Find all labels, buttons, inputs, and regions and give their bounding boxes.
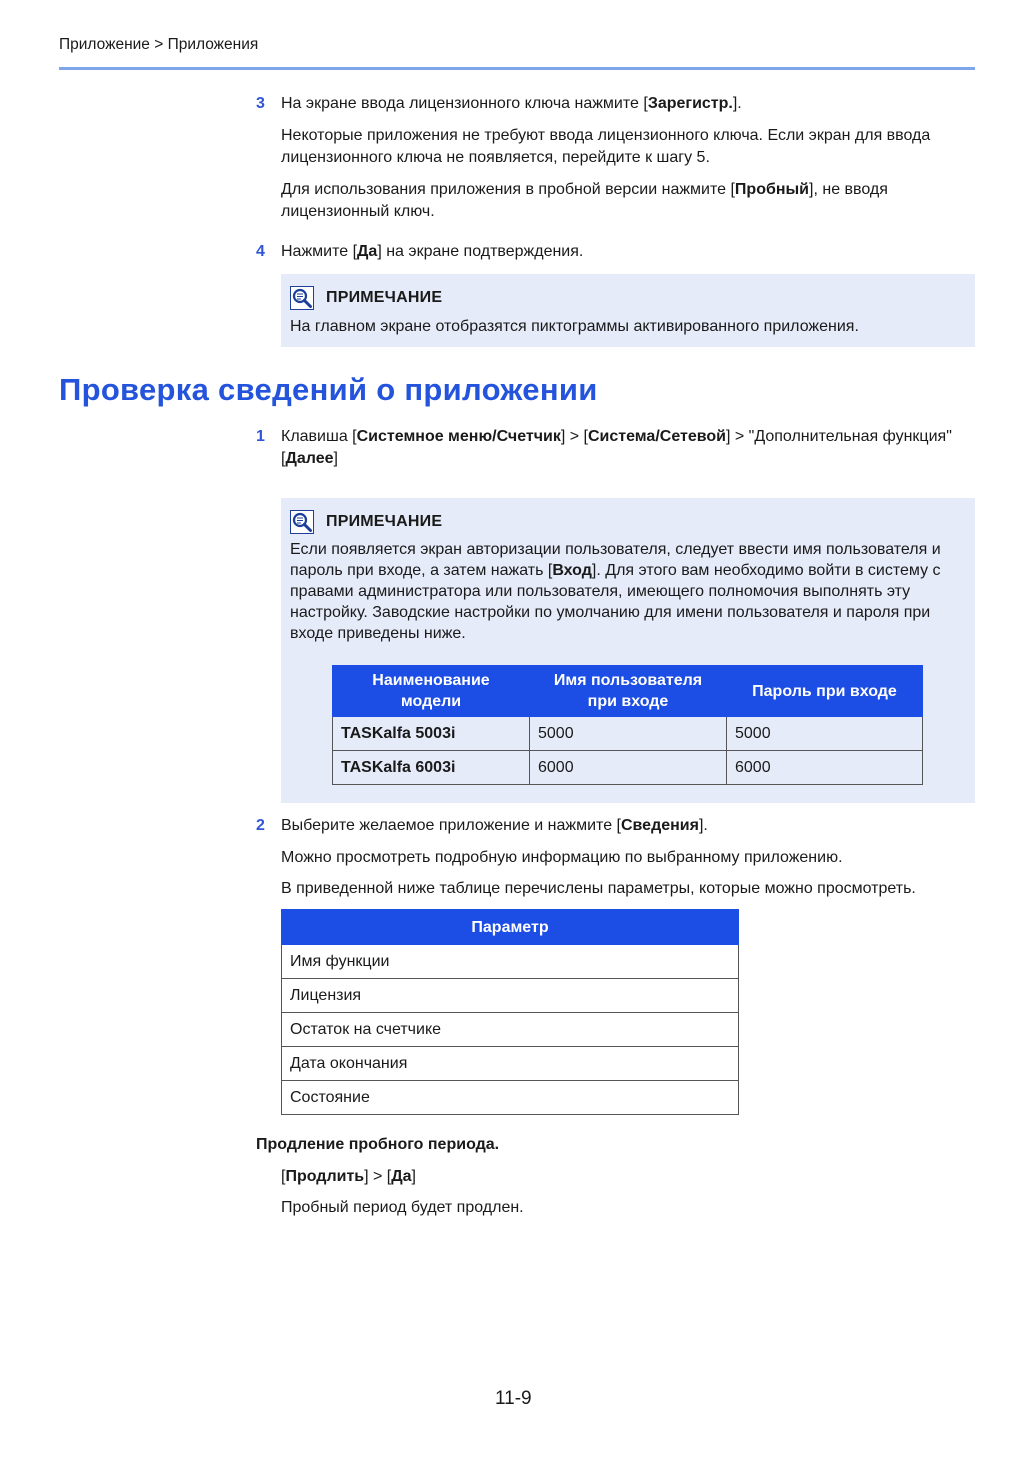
step-instruction: На экране ввода лицензионного ключа нажмите [Зарегистр.]. <box>281 95 742 112</box>
key-label: Да <box>391 1168 412 1185</box>
key-label: Сведения <box>620 817 699 834</box>
table-cell: Имя функции <box>282 945 739 979</box>
table-cell: 6000 <box>727 751 923 785</box>
table-row <box>282 1013 739 1047</box>
table-header-row <box>333 666 923 717</box>
key-label: Далее <box>285 450 334 467</box>
key-label: Да <box>357 243 378 260</box>
table-row <box>282 945 739 979</box>
step-paragraph: Можно просмотреть подробную информацию по выбранному приложению. <box>281 849 843 866</box>
table-cell: Лицензия <box>282 979 739 1013</box>
table-row <box>333 751 923 785</box>
header-divider <box>59 67 975 70</box>
note-title: ПРИМЕЧАНИЕ <box>326 289 443 306</box>
step-instruction: Выберите желаемое приложение и нажмите [Сведения]. <box>281 817 708 834</box>
table-cell: 5000 <box>727 717 923 751</box>
table-cell: Состояние <box>282 1081 739 1115</box>
key-label: Пробный <box>734 181 810 198</box>
step-instruction: [Продлить] > [Да] <box>281 1168 416 1185</box>
note-text: На главном экране отобразятся пиктограммы активированного приложения. <box>290 318 859 335</box>
step-paragraph: Для использования приложения в пробной версии нажмите [Пробный], не вводя лицензионный ключ. <box>281 181 888 220</box>
table-cell: 5000 <box>530 717 727 751</box>
note-header <box>290 510 442 534</box>
step-number: 1 <box>256 428 265 445</box>
column-header: Пароль при входе <box>727 666 923 717</box>
step-paragraph: Пробный период будет продлен. <box>281 1199 524 1216</box>
note-text: Если появляется экран авторизации пользователя, следует ввести имя пользователя и пароль при входе, а затем нажать [Вход]. Для этого вам необходимо войти в систему с правами администратора или пользователя, имеющего полномочия выполнять эту настройку. Заводские настройки по умолчанию для имени пользователя и пароля при входе приведены ниже. <box>290 541 941 642</box>
step-number: 4 <box>256 243 265 260</box>
table-header-row <box>282 910 739 945</box>
key-label: Вход <box>552 562 592 579</box>
breadcrumb: Приложение > Приложения <box>59 36 259 53</box>
table-row <box>282 1047 739 1081</box>
key-label: Продлить <box>285 1168 365 1185</box>
page-number: 11-9 <box>495 1388 532 1409</box>
table-row <box>282 1081 739 1115</box>
default-credentials-table <box>332 665 923 785</box>
step-number: 3 <box>256 95 265 112</box>
note-title: ПРИМЕЧАНИЕ <box>326 513 443 530</box>
subheading: Продление пробного периода. <box>256 1136 500 1153</box>
table-cell: 6000 <box>530 751 727 785</box>
column-header: Наименование модели <box>333 666 530 717</box>
note-magnifier-icon <box>290 286 314 310</box>
table-cell: Остаток на счетчике <box>282 1013 739 1047</box>
column-header: Параметр <box>282 910 739 945</box>
step-paragraph: Некоторые приложения не требуют ввода лицензионного ключа. Если экран для ввода лицензионного ключа не появляется, перейдите к шагу 5. <box>281 127 931 166</box>
key-label: Системное меню/Счетчик <box>356 428 561 445</box>
step-number: 2 <box>256 817 265 834</box>
key-label: Зарегистр. <box>647 95 733 112</box>
table-row <box>282 979 739 1013</box>
column-header: Имя пользователя при входе <box>530 666 727 717</box>
note-box <box>281 274 975 347</box>
step-instruction: Нажмите [Да] на экране подтверждения. <box>281 243 584 260</box>
note-magnifier-icon <box>290 510 314 534</box>
section-title: Проверка сведений о приложении <box>59 372 598 407</box>
step-instruction: Клавиша [Системное меню/Счетчик] > [Система/Сетевой] > "Дополнительная функция" [Далее] <box>281 428 952 467</box>
note-header <box>290 286 442 310</box>
parameters-table <box>281 909 739 1115</box>
table-cell: TASKalfa 5003i <box>333 717 530 751</box>
table-cell: Дата окончания <box>282 1047 739 1081</box>
table-row <box>333 717 923 751</box>
table-cell: TASKalfa 6003i <box>333 751 530 785</box>
step-paragraph: В приведенной ниже таблице перечислены параметры, которые можно просмотреть. <box>281 880 916 897</box>
key-label: Система/Сетевой <box>587 428 726 445</box>
